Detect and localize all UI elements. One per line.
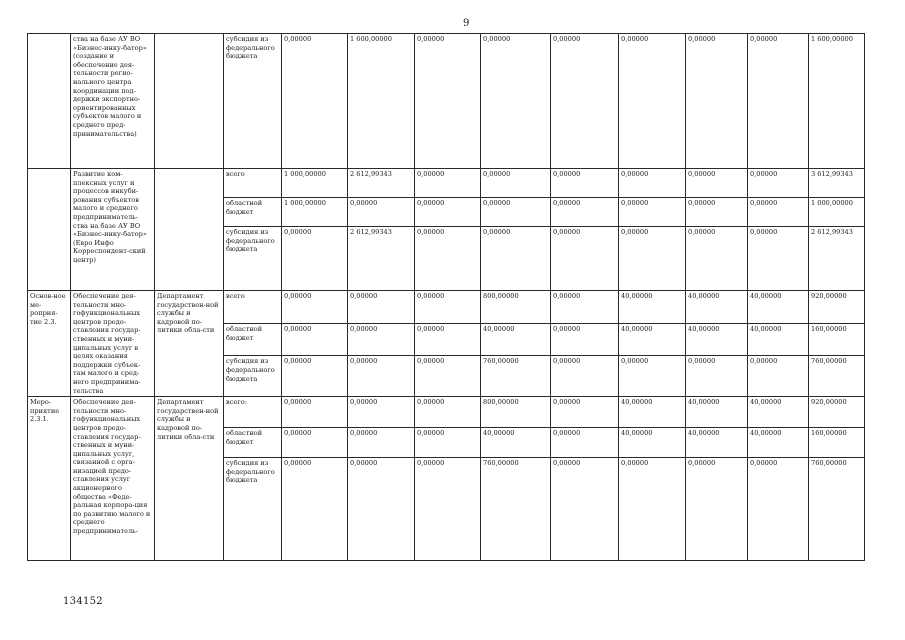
value-cell: 0,00000 [686,458,748,561]
value-cell: 0,00000 [481,169,551,198]
value-cell: 920,00000 [809,397,865,428]
table-row [28,34,865,169]
text-cell: всего [224,291,282,324]
value-cell: 0,00000 [686,198,748,227]
value-cell: 0,00000 [348,198,415,227]
value-cell: 760,00000 [809,458,865,561]
text-cell: областной бюджет [224,324,282,356]
text-cell: всего [224,169,282,198]
value-cell: 0,00000 [551,428,619,458]
value-cell: 0,00000 [619,227,686,291]
value-cell: 0,00000 [282,356,348,397]
value-cell: 0,00000 [348,428,415,458]
value-cell: 0,00000 [481,34,551,169]
value-cell: 160,00000 [809,428,865,458]
value-cell: 3 612,99343 [809,169,865,198]
value-cell: 0,00000 [348,458,415,561]
value-cell: 40,00000 [619,291,686,324]
value-cell: 0,00000 [282,227,348,291]
budget-table [27,33,865,561]
value-cell: 40,00000 [619,428,686,458]
text-cell: Обеспечение дея-тельности мно-гофункциональных центров предо-ставления государ-ственных и муни-ципальных услуг в целях оказания поддержки субъек-там малого и сред-него предпринима-тельства [71,291,155,397]
table-row [28,291,865,324]
value-cell: 0,00000 [686,34,748,169]
value-cell: 0,00000 [282,397,348,428]
value-cell: 0,00000 [415,428,481,458]
value-cell: 40,00000 [748,291,809,324]
table-row [28,397,865,428]
table-row [28,169,865,198]
document-code: 134152 [63,596,103,607]
value-cell: 0,00000 [551,324,619,356]
value-cell: 0,00000 [619,169,686,198]
value-cell: 0,00000 [415,458,481,561]
value-cell: 0,00000 [748,458,809,561]
text-cell: Развитие ком-плексных услуг и процессов инкуби-рования субъектов малого и среднего предприниматель-ства на базе АУ ВО «Бизнес-инку-батор» (Евро Инфо Корреспондент-ский центр) [71,169,155,291]
value-cell: 0,00000 [415,324,481,356]
value-cell: 1 000,00000 [282,169,348,198]
text-cell: Департамент государствен-ной службы и кадровой по-литики обла-сти [155,291,224,397]
text-cell [155,34,224,169]
value-cell: 2 612,99343 [348,227,415,291]
text-cell: субсидия из федерального бюджета [224,34,282,169]
text-cell [28,34,71,169]
value-cell: 40,00000 [619,324,686,356]
value-cell: 0,00000 [551,34,619,169]
value-cell: 0,00000 [686,356,748,397]
text-cell [28,169,71,291]
value-cell: 0,00000 [415,34,481,169]
value-cell: 0,00000 [348,397,415,428]
value-cell: 0,00000 [415,198,481,227]
value-cell: 0,00000 [481,198,551,227]
text-cell: Департамент государствен-ной службы и кадровой по-литики обла-сти [155,397,224,561]
text-cell: Основ-ное ме-роприя-тие 2.3. [28,291,71,397]
text-cell [155,169,224,291]
value-cell: 160,00000 [809,324,865,356]
value-cell: 0,00000 [551,397,619,428]
value-cell: 0,00000 [686,227,748,291]
value-cell: 760,00000 [809,356,865,397]
value-cell: 0,00000 [551,198,619,227]
value-cell: 760,00000 [481,356,551,397]
value-cell: 0,00000 [348,324,415,356]
value-cell: 0,00000 [551,291,619,324]
value-cell: 0,00000 [348,356,415,397]
text-cell: Обеспечение дея-тельности мно-гофункциональных центров предо-ставления государ-ственных и муни-ципальных услуг, связанной с орга-низацией предо-ставления услуг акционерного общества «Феде-ральная корпора-ция по развитию малого и среднего предприниматель- [71,397,155,561]
value-cell: 0,00000 [748,356,809,397]
value-cell: 40,00000 [686,397,748,428]
value-cell: 0,00000 [619,34,686,169]
value-cell: 0,00000 [282,34,348,169]
value-cell: 800,00000 [481,397,551,428]
value-cell: 0,00000 [282,291,348,324]
value-cell: 0,00000 [551,356,619,397]
value-cell: 0,00000 [415,356,481,397]
value-cell: 0,00000 [415,227,481,291]
value-cell: 1 000,00000 [809,198,865,227]
value-cell: 0,00000 [619,458,686,561]
value-cell: 40,00000 [686,324,748,356]
value-cell: 40,00000 [748,397,809,428]
value-cell: 0,00000 [551,227,619,291]
value-cell: 0,00000 [282,324,348,356]
value-cell: 0,00000 [415,397,481,428]
text-cell: субсидия из федерального бюджета [224,227,282,291]
text-cell: Меро-приятие 2.3.1. [28,397,71,561]
value-cell: 40,00000 [686,428,748,458]
value-cell: 0,00000 [481,227,551,291]
value-cell: 0,00000 [748,34,809,169]
value-cell: 0,00000 [551,458,619,561]
value-cell: 40,00000 [748,324,809,356]
value-cell: 1 600,00000 [809,34,865,169]
value-cell: 0,00000 [619,198,686,227]
value-cell: 0,00000 [282,428,348,458]
value-cell: 0,00000 [748,169,809,198]
table-body [28,34,865,561]
page-number: 9 [463,18,470,29]
value-cell: 1 600,00000 [348,34,415,169]
value-cell: 0,00000 [415,291,481,324]
text-cell: областной бюджет [224,198,282,227]
value-cell: 40,00000 [481,428,551,458]
value-cell: 0,00000 [551,169,619,198]
value-cell: 40,00000 [619,397,686,428]
value-cell: 0,00000 [748,227,809,291]
text-cell: ства на базе АУ ВО «Бизнес-инку-батор» (создание и обеспечение дея-тельности регио-нального центра координации под-держки экспортно-ориентированных субъектов малого и среднего пред-принимательства) [71,34,155,169]
text-cell: субсидия из федерального бюджета [224,458,282,561]
text-cell: областной бюджет [224,428,282,458]
value-cell: 920,00000 [809,291,865,324]
value-cell: 800,00000 [481,291,551,324]
value-cell: 40,00000 [481,324,551,356]
value-cell: 0,00000 [619,356,686,397]
value-cell: 0,00000 [282,458,348,561]
text-cell: субсидия из федерального бюджета [224,356,282,397]
value-cell: 40,00000 [748,428,809,458]
value-cell: 0,00000 [686,169,748,198]
value-cell: 0,00000 [415,169,481,198]
value-cell: 1 000,00000 [282,198,348,227]
value-cell: 2 612,99343 [809,227,865,291]
value-cell: 760,00000 [481,458,551,561]
value-cell: 2 612,99343 [348,169,415,198]
value-cell: 0,00000 [348,291,415,324]
text-cell: всего: [224,397,282,428]
value-cell: 0,00000 [748,198,809,227]
value-cell: 40,00000 [686,291,748,324]
